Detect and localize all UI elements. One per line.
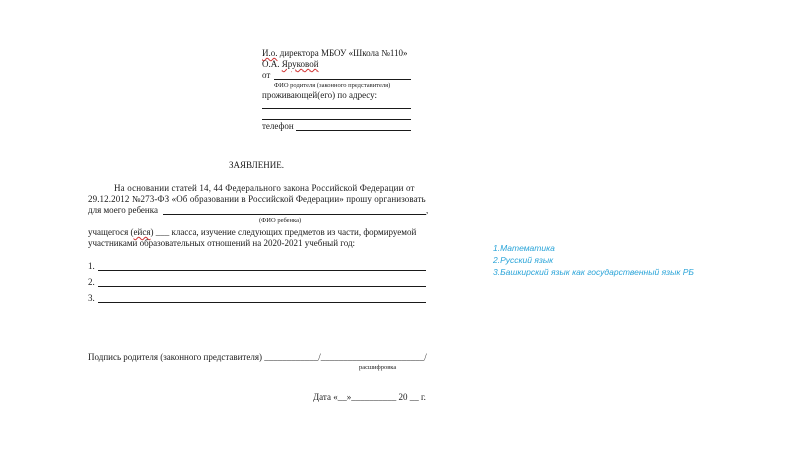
from-line: [274, 79, 411, 80]
signature-line: Подпись родителя (законного представителя) ____________/_______________________/: [88, 352, 427, 362]
date-line: Дата «__»__________ 20 __ г.: [313, 392, 426, 402]
decoding-caption: расшифровка: [359, 364, 397, 371]
phone-label: телефон: [262, 121, 294, 131]
item-line-1: [98, 270, 426, 271]
header-line-2: [262, 59, 319, 70]
fio-child-caption: (ФИО ребенка): [259, 217, 302, 224]
para1-line3: для моего ребенка: [88, 205, 158, 215]
side-note-2: 2.Русский язык: [493, 255, 554, 265]
item-number-2: 2.: [88, 277, 95, 287]
from-label: от: [262, 70, 271, 80]
fio-parent-caption: ФИО родителя (законного представителя): [274, 82, 391, 89]
header-role: директора МБОУ «Школа №110»: [277, 48, 408, 58]
side-note-3: 3.Башкирский язык как государственный язык РБ: [493, 267, 694, 277]
page-title: ЗАЯВЛЕНИЕ.: [229, 160, 285, 170]
item-number-1: 1.: [88, 261, 95, 271]
student-rest: ) ___ класса, изучение следующих предметов из части, формируемой: [150, 227, 417, 237]
address-line-1: [262, 108, 411, 109]
side-note-1: 1.Математика: [493, 243, 555, 253]
header-name: Яруковой: [281, 59, 319, 69]
student-word: ейся: [133, 227, 151, 237]
participants-line: участниками образовательных отношений на 2020-2021 учебный год:: [88, 238, 356, 248]
item-line-3: [98, 302, 426, 303]
header-initials: О.А.: [262, 59, 282, 69]
address-line-2: [262, 119, 411, 120]
child-name-comma: ,: [426, 205, 429, 215]
residing-label: проживающей(его) по адресу:: [262, 90, 378, 100]
para1-line2: 29.12.2012 №273-ФЗ «Об образовании в Российской Федерации» прошу организовать: [88, 194, 426, 204]
item-number-3: 3.: [88, 293, 95, 303]
item-line-2: [98, 286, 426, 287]
student-line: [88, 227, 416, 238]
header-role-abbrev: И.о.: [262, 48, 278, 58]
para1-line1: На основании статей 14, 44 Федерального закона Российской Федерации от: [114, 183, 415, 193]
student-prefix: учащегося (: [88, 227, 134, 237]
header-line-1: [262, 48, 408, 59]
child-name-line: [163, 214, 426, 215]
phone-line: [296, 130, 411, 131]
